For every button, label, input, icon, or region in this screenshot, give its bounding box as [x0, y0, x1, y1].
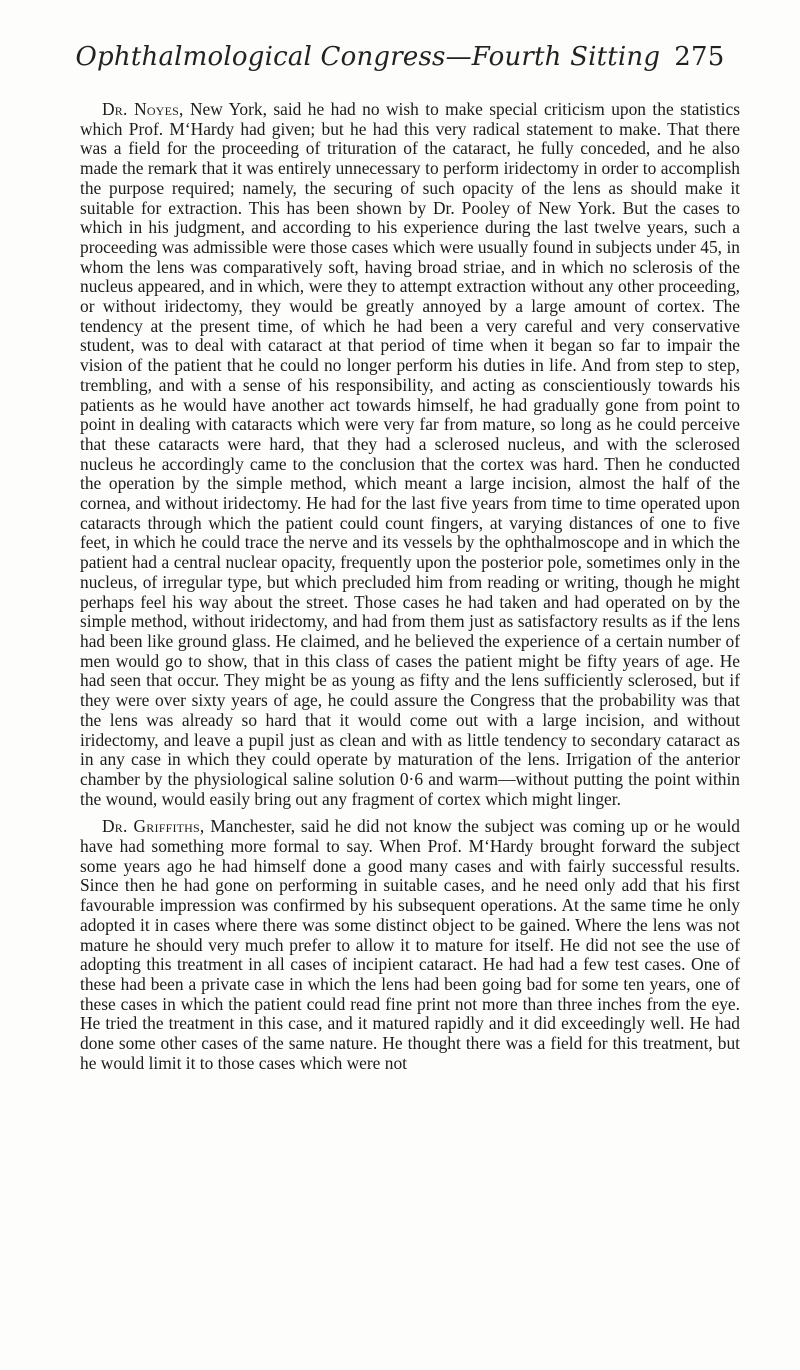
- running-head: [60, 42, 740, 82]
- body-text: [80, 100, 740, 1073]
- paragraph-text: Manchester, said he did not know the subject was coming up or he would have had something more formal to say. When Prof. M‘Hardy brought forward the subject some years ago he had himself done a good many cases and with fairly successful results. Since then he had gone on performing in suitable cases, and he need only add that his first favourable impression was confirmed by his subsequent operations. At the same time he only adopted it in cases where there was some distinct object to be gained. Where the lens was not mature he should very much prefer to allow it to mature for itself. He did not see the use of adopting this treatment in all cases of incipient cataract. He had had a few test cases. One of these had been a private case in which the lens had been going bad for some ten years, one of these cases in which the patient could read fine print not more than three inches from the eye. He tried the treatment in this case, and it matured rapidly and it did exceedingly well. He had done some other cases of the same nature. He thought there was a field for this treatment, but he would limit it to those cases which were not: [80, 816, 741, 1073]
- speaker-name: Dr. Noyes,: [102, 99, 184, 119]
- running-title: Ophthalmological Congress—Fourth Sitting: [75, 42, 661, 72]
- paragraph-griffiths: [80, 817, 740, 1073]
- speaker-name: Dr. Griffiths,: [102, 816, 205, 837]
- page-number: 275: [674, 42, 725, 72]
- paragraph-text: New York, said he had no wish to make special criticism upon the statistics which Prof. M‘Hardy had given; but he had this very radical statement to make. That there was a field for the proceeding of trituration of the cataract, he fully conceded, and he also made the remark that it was entirely unnecessary to perform iridectomy in order to accomplish the purpose required; namely, the securing of such opacity of the lens as should make it suitable for extraction. This has been shown by Dr. Pooley of New York. But the cases to which in his judgment, and according to his experience during the last twelve years, such a proceeding was admissible were those cases which were usually found in subjects under 45, in whom the lens was comparatively soft, having broad striae, and in which no sclerosis of the nucleus appeared, and in which, were they to attempt extraction without any other proceeding, or without iridectomy, they would be greatly annoyed by a large amount of cortex. The tendency at the present time, of which he had been a very careful and very conservative student, was to deal with cataract at that period of time when it began so far to impair the vision of the patient that he could no longer perform his duties in life. And from step to step, trembling, and with a sense of his responsibility, and acting as conscientiously towards his patients as he would have another act towards himself, he had gradually gone from point to point in dealing with cataracts which were very far from mature, so long as he could perceive that these cataracts were hard, that they had a sclerosed nucleus, and with the sclerosed nucleus he accordingly came to the conclusion that the cortex was hard. Then he conducted the operation by the simple method, which meant a large incision, almost the half of the cornea, and without iridectomy. He had for the last five years from time to time operated upon cataracts through which the patient could count fingers, at varying distances of one to five feet, in which he could trace the nerve and its vessels by the ophthalmoscope and in which the patient had a central nuclear opacity, frequently upon the posterior pole, sometimes only in the nucleus, of irregular type, but which precluded him from reading or writing, though he might perhaps feel his way about the street. Those cases he had taken and had operated on by the simple method, without iridectomy, and had from them just as satisfactory results as if the lens had been like ground glass. He claimed, and he believed the experience of a certain number of men would go to show, that in this class of cases the patient might be fifty years of age. He had seen that occur. They might be as young as fifty and the lens sufficiently sclerosed, but if they were over sixty years of age, he could assure the Congress that the probability was that the lens was already so hard that it would come out with a large incision, and without iridectomy, and leave a pupil just as clean and with as little tendency to secondary cataract as in any case in which they could operate by maturation of the lens. Irrigation of the anterior chamber by the physiological saline solution 0·6 and warm—without putting the point within the wound, would easily bring out any fragment of cortex which might linger.: [80, 99, 740, 809]
- paragraph-noyes: [80, 100, 740, 809]
